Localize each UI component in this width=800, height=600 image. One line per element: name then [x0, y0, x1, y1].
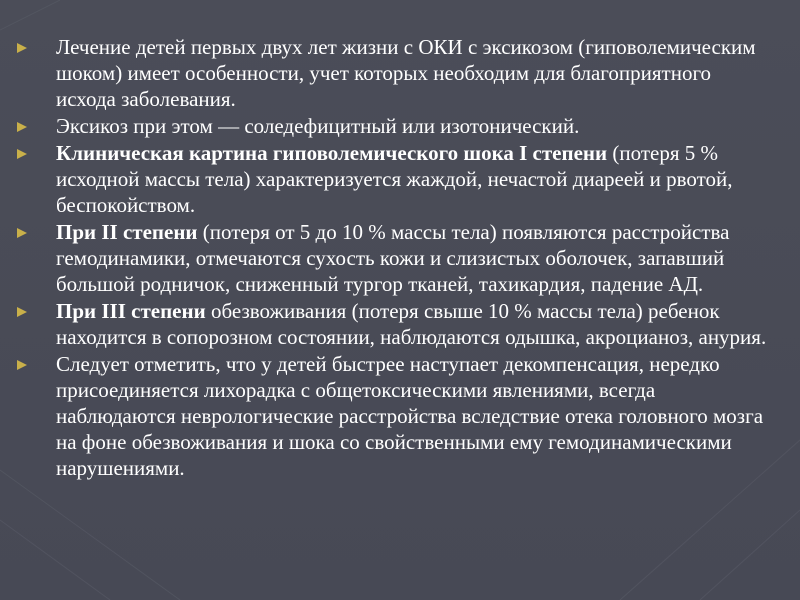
bullet-list [16, 34, 776, 482]
list-item [16, 298, 776, 350]
list-item [16, 219, 776, 297]
list-item [16, 351, 776, 481]
list-item-text [56, 298, 776, 350]
triangle-right-icon [16, 359, 32, 371]
list-item-bold: При II степени [56, 220, 198, 244]
list-item [16, 113, 776, 139]
list-item-text [56, 351, 776, 481]
list-item-text [56, 140, 776, 218]
triangle-right-icon [16, 148, 32, 160]
list-item-body: (потеря от 5 до 10 % массы тела) появляются расстройства гемодинамики, отмечаются сухость кожи и слизистых оболочек, запавший большой родничок, сниженный тургор тканей, тахикардия, падение АД. [56, 220, 730, 296]
triangle-right-icon [16, 306, 32, 318]
list-item-body: обезвоживания (потеря свыше 10 % массы тела) ребенок находится в сопорозном состоянии, наблюдаются одышка, акроцианоз, анурия. [56, 299, 767, 349]
triangle-right-icon [16, 42, 32, 54]
list-item-bold: Клиническая картина гиповолемического шока I степени [56, 141, 608, 165]
triangle-right-icon [16, 227, 32, 239]
list-item-text [56, 34, 776, 112]
list-item-body: Эксикоз при этом — соледефицитный или изотонический. [56, 114, 580, 138]
list-item-text [56, 113, 776, 139]
list-item-body: (потеря 5 % исходной массы тела) характеризуется жаждой, нечастой диареей и рвотой, беспокойством. [56, 141, 733, 217]
list-item-body: Лечение детей первых двух лет жизни с ОКИ с эксикозом (гиповолемическим шоком) имеет особенности, учет которых необходим для благоприятного исхода заболевания. [56, 35, 756, 111]
list-item-body: Следует отметить, что у детей быстрее наступает декомпенсация, нередко присоединяется лихорадка с общетоксическими явлениями, всегда наблюдаются неврологические расстройства вследствие отека головного мозга на фоне обезвоживания и шока со свойственными ему гемодинамическими нарушениями. [56, 352, 764, 480]
list-item [16, 140, 776, 218]
triangle-right-icon [16, 121, 32, 133]
list-item-bold: При III степени [56, 299, 206, 323]
list-item-text [56, 219, 776, 297]
list-item [16, 34, 776, 112]
